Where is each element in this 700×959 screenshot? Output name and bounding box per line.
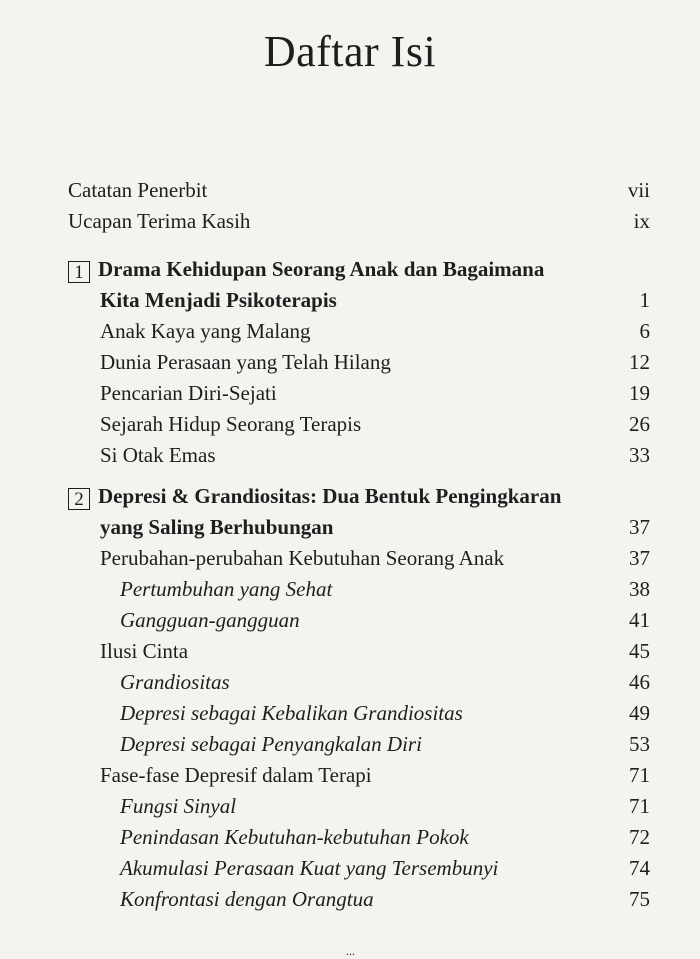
toc-section[interactable]	[100, 544, 650, 572]
page-footer-mark: ...	[346, 944, 355, 958]
page-title: Daftar Isi	[263, 27, 437, 76]
toc-subsection-title: Penindasan Kebutuhan-kebutuhan Pokok	[120, 825, 469, 849]
toc-subsection[interactable]	[120, 699, 650, 727]
chapter-number-box: 1	[68, 261, 90, 283]
toc-subsection-page: 53	[629, 732, 650, 756]
toc-entry-ucapan-terima-kasih[interactable]	[68, 207, 650, 235]
toc-entry-title: Ucapan Terima Kasih	[68, 209, 251, 233]
toc-subsection-page: 49	[629, 701, 650, 725]
toc-subsection-page: 71	[629, 794, 650, 818]
toc-subsection[interactable]	[120, 823, 650, 851]
toc-subsection[interactable]	[120, 792, 650, 820]
toc-section[interactable]	[100, 348, 650, 376]
toc-section-title: Ilusi Cinta	[100, 639, 189, 663]
toc-subsection-page: 38	[629, 577, 650, 601]
toc-entry-page: ix	[633, 209, 650, 233]
toc-section-page: 19	[629, 381, 650, 405]
toc-subsection-title: Depresi sebagai Kebalikan Grandiositas	[120, 701, 463, 725]
chapter-page: 37	[629, 515, 650, 539]
toc-section[interactable]	[100, 637, 650, 665]
toc-subsection-page: 72	[629, 825, 650, 849]
toc-subsection[interactable]	[120, 606, 650, 634]
toc-entry-page: vii	[627, 178, 650, 202]
toc-section-page: 71	[629, 763, 650, 787]
toc-subsection[interactable]	[120, 575, 650, 603]
toc-section-page: 33	[629, 443, 650, 467]
toc-subsection[interactable]	[120, 854, 650, 882]
toc-entry-catatan-penerbit[interactable]	[68, 176, 650, 204]
toc-subsection-title: Depresi sebagai Penyangkalan Diri	[120, 732, 422, 756]
toc-subsection-page: 41	[629, 608, 650, 632]
toc-subsection-title: Fungsi Sinyal	[120, 794, 237, 818]
toc-section-title: Si Otak Emas	[100, 443, 216, 467]
chapter-1-heading[interactable]	[68, 255, 544, 283]
toc-section[interactable]	[100, 441, 650, 469]
toc-section-title: Pencarian Diri-Sejati	[100, 381, 277, 405]
toc-section[interactable]	[100, 761, 650, 789]
toc-subsection-title: Grandiositas	[120, 670, 230, 694]
chapter-title-line1: Depresi & Grandiositas: Dua Bentuk Pengingkaran	[98, 484, 562, 508]
toc-section-page: 6	[639, 319, 650, 343]
toc-section-title: Perubahan-perubahan Kebutuhan Seorang Anak	[100, 546, 505, 570]
toc-subsection-title: Pertumbuhan yang Sehat	[120, 577, 333, 601]
chapter-page: 1	[639, 288, 650, 312]
toc-section-page: 37	[629, 546, 650, 570]
toc-section[interactable]	[100, 317, 650, 345]
toc-subsection-title: Akumulasi Perasaan Kuat yang Tersembunyi	[120, 856, 499, 880]
chapter-number-box: 2	[68, 488, 90, 510]
chapter-2-heading-cont[interactable]	[100, 513, 650, 541]
toc-section-title: Anak Kaya yang Malang	[100, 319, 311, 343]
toc-section-page: 12	[629, 350, 650, 374]
toc-subsection[interactable]	[120, 730, 650, 758]
chapter-1-heading-cont[interactable]	[100, 286, 650, 314]
toc-subsection[interactable]	[120, 668, 650, 696]
chapter-title-line1: Drama Kehidupan Seorang Anak dan Bagaimana	[98, 257, 545, 281]
toc-subsection[interactable]	[120, 885, 650, 913]
toc-subsection-page: 46	[629, 670, 650, 694]
toc-subsection-page: 75	[629, 887, 650, 911]
chapter-title-line2: Kita Menjadi Psikoterapis	[100, 288, 337, 312]
chapter-title-line2: yang Saling Berhubungan	[100, 515, 334, 539]
toc-section[interactable]	[100, 410, 650, 438]
toc-subsection-title: Konfrontasi dengan Orangtua	[120, 887, 374, 911]
toc-section[interactable]	[100, 379, 650, 407]
toc-section-title: Dunia Perasaan yang Telah Hilang	[100, 350, 391, 374]
chapter-2-heading[interactable]	[68, 482, 561, 510]
toc-section-page: 26	[629, 412, 650, 436]
toc-section-title: Fase-fase Depresif dalam Terapi	[100, 763, 372, 787]
toc-section-title: Sejarah Hidup Seorang Terapis	[100, 412, 362, 436]
toc-section-page: 45	[629, 639, 650, 663]
toc-entry-title: Catatan Penerbit	[68, 178, 208, 202]
toc-subsection-page: 74	[629, 856, 650, 880]
toc-subsection-title: Gangguan-gangguan	[120, 608, 300, 632]
